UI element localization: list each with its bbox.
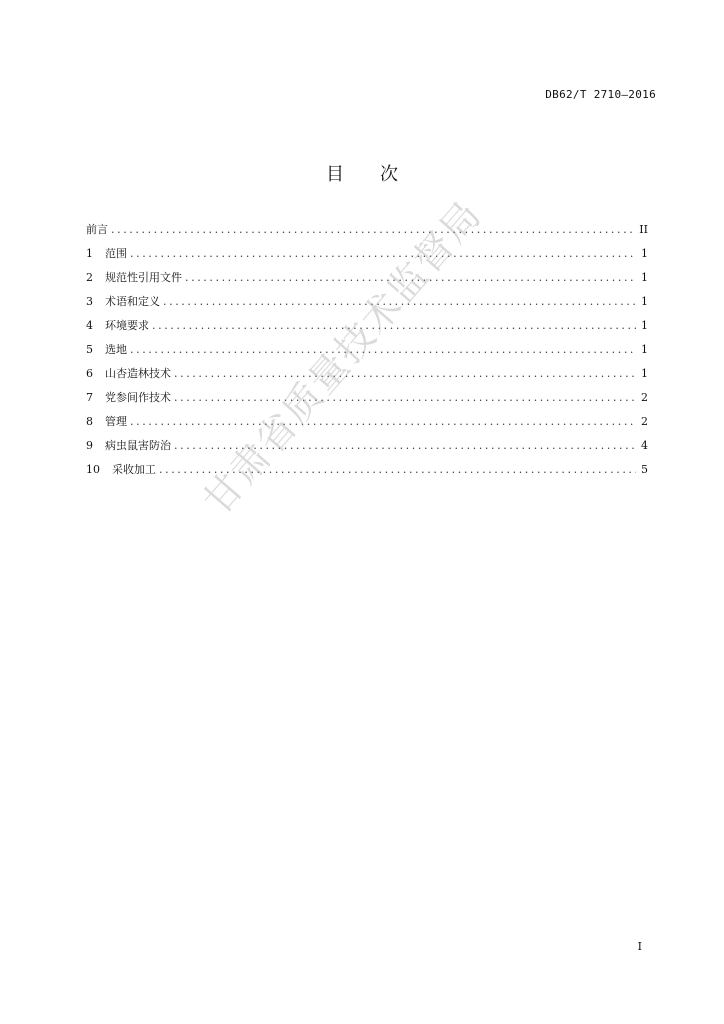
toc-entry-number: 4	[86, 319, 93, 332]
toc-entry-label: 环境要求	[105, 319, 149, 332]
toc-leader-dots	[174, 362, 636, 386]
toc-leader-dots	[159, 458, 636, 482]
toc-entry-page: 1	[641, 367, 648, 380]
toc-entry-page: 1	[641, 247, 648, 260]
toc-title-char-1: 目	[326, 164, 344, 185]
toc-leader-dots	[174, 386, 636, 410]
toc-leader-dots	[130, 242, 636, 266]
toc-entry-6[interactable]	[86, 362, 648, 386]
toc-entry-label: 范围	[105, 247, 127, 260]
toc-entry-number: 8	[86, 415, 93, 428]
toc-leader-dots	[152, 314, 636, 338]
toc-entry-page: 1	[641, 295, 648, 308]
standard-code: DB62/T 2710—2016	[545, 88, 656, 101]
watermark: 甘肃省质量技术监督局	[194, 192, 491, 523]
toc-entry-number: 1	[86, 247, 93, 260]
toc-entry-5[interactable]	[86, 338, 648, 362]
toc-entry-number: 3	[86, 295, 93, 308]
toc-entry-1[interactable]	[86, 242, 648, 266]
toc-entry-label: 规范性引用文件	[105, 271, 182, 284]
toc-leader-dots	[130, 410, 636, 434]
toc-entry-label: 选地	[105, 343, 127, 356]
toc-entry-page: 1	[641, 319, 648, 332]
toc-entry-number: 5	[86, 343, 93, 356]
toc-entry-page: 1	[641, 271, 648, 284]
toc-leader-dots	[174, 434, 636, 458]
toc-leader-dots	[111, 218, 635, 242]
toc-entry-label: 术语和定义	[105, 295, 160, 308]
toc-entry-4[interactable]	[86, 314, 648, 338]
toc-leader-dots	[130, 338, 636, 362]
toc-list	[86, 218, 648, 482]
toc-entry-label: 病虫鼠害防治	[105, 439, 171, 452]
toc-entry-page: II	[639, 223, 648, 236]
toc-entry-10[interactable]	[86, 458, 648, 482]
toc-entry-page: 4	[641, 439, 648, 452]
toc-entry-number: 9	[86, 439, 93, 452]
toc-entry-label: 采收加工	[112, 463, 156, 476]
toc-title-char-2: 次	[380, 164, 398, 185]
toc-entry-number: 2	[86, 271, 93, 284]
toc-title	[0, 160, 724, 186]
toc-leader-dots	[185, 266, 636, 290]
toc-entry-page: 2	[641, 415, 648, 428]
page-number: I	[637, 940, 642, 953]
toc-entry-label: 管理	[105, 415, 127, 428]
toc-entry-label: 前言	[86, 223, 108, 236]
toc-entry-7[interactable]	[86, 386, 648, 410]
toc-entry-label: 党参间作技术	[105, 391, 171, 404]
toc-entry-3[interactable]	[86, 290, 648, 314]
toc-entry-page: 1	[641, 343, 648, 356]
toc-entry-number: 10	[86, 463, 100, 476]
toc-leader-dots	[163, 290, 636, 314]
toc-entry-2[interactable]	[86, 266, 648, 290]
toc-entry-page: 5	[641, 463, 648, 476]
toc-entry-label: 山杏造林技术	[105, 367, 171, 380]
toc-entry-number: 7	[86, 391, 93, 404]
toc-entry-8[interactable]	[86, 410, 648, 434]
toc-entry-foreword[interactable]	[86, 218, 648, 242]
toc-entry-number: 6	[86, 367, 93, 380]
toc-entry-page: 2	[641, 391, 648, 404]
toc-entry-9[interactable]	[86, 434, 648, 458]
